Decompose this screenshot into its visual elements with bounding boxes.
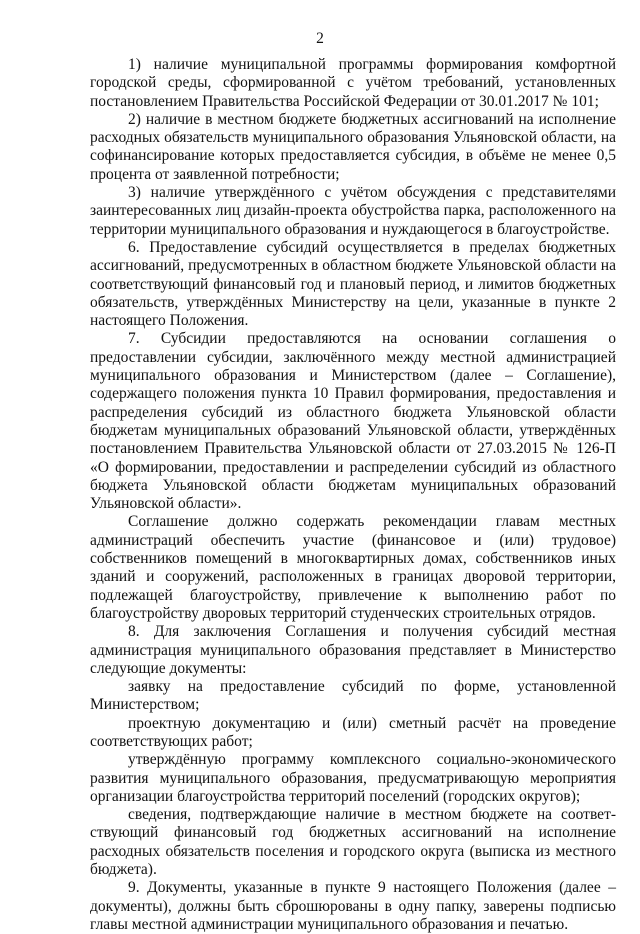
page-number: 2 — [316, 30, 324, 47]
paragraph-doc-budget: сведения, подтверждающие наличие в местном бюджете на соответ-ствующий финансовый год бюджетных ассигнований на исполнение расходных обязательств поселения и городского округа (выписка из местного бюджета). — [90, 806, 616, 879]
paragraph-item-6: 6. Предоставление субсидий осуществляется в пределах бюджетных ассигнований, предусмотренных в областном бюджете Ульяновской области на соответствующий финансовый год и плановый период, и лимитов бюджетных обязательств, утверждённых Министерству на цели, указанные в пункте 2 настоящего Положения. — [90, 238, 616, 330]
paragraph-requirement-1: 1) наличие муниципальной программы формирования комфортной городской среды, сформированной с учётом требований, установленных постановлением Правительства Российской Федерации от 30.01.2017 № 101; — [90, 56, 616, 110]
document-body — [90, 56, 616, 934]
paragraph-item-7: 7. Субсидии предоставляются на основании соглашения о предоставлении субсидии, заключённого между местной администрацией муниципального образования и Министерством (далее – Соглашение), содержащего положения пункта 10 Правил формирования, предоставления и распределения субсидий из областного бюджета Ульяновской области бюджетам муниципальных образований Ульяновской области, утверждённых постановлением Правительства Ульяновской области от 27.03.2015 № 126-П «О формировании, предоставлении и распределении субсидий из областного бюджета Ульяновской области бюджетам муниципальных образований Ульяновской области». — [90, 330, 616, 513]
paragraph-doc-application: заявку на предоставление субсидий по форме, установленной Министерством; — [90, 678, 616, 714]
paragraph-item-8: 8. Для заключения Соглашения и получения субсидий местная администрация муниципального образования представляет в Министерство следующие документы: — [90, 623, 616, 677]
paragraph-agreement: Соглашение должно содержать рекомендации главам местных администраций обеспечить участие (финансовое и (или) трудовое) собственников помещений в многоквартирных домах, собственников иных зданий и сооружений, расположенных в границах дворовой территории, подлежащей благоустройству, привлечение к выполнению работ по благоустройству дворовых территорий студенческих строительных отрядов. — [90, 513, 616, 622]
paragraph-requirement-3: 3) наличие утверждённого с учётом обсуждения с представителями заинтересованных лиц дизайн-проекта обустройства парка, расположенного на территории муниципального образования и нуждающегося в благоустройстве. — [90, 184, 616, 238]
paragraph-requirement-2: 2) наличие в местном бюджете бюджетных ассигнований на исполнение расходных обязательств муниципального образования Ульяновской области, на софинансирование которых предоставляется субсидия, в объёме не менее 0,5 процента от заявленной потребности; — [90, 110, 616, 183]
paragraph-doc-project: проектную документацию и (или) сметный расчёт на проведение соответствующих работ; — [90, 714, 616, 750]
paragraph-doc-program: утверждённую программу комплексного социально-экономического развития муниципального образования, предусматривающую мероприятия организации благоустройства территорий поселений (городских округов); — [90, 751, 616, 805]
paragraph-item-9: 9. Документы, указанные в пункте 9 настоящего Положения (далее – документы), должны быть сброшюрованы в одну папку, заверены подписью главы местной администрации муниципального образования и печатью. — [90, 879, 616, 933]
